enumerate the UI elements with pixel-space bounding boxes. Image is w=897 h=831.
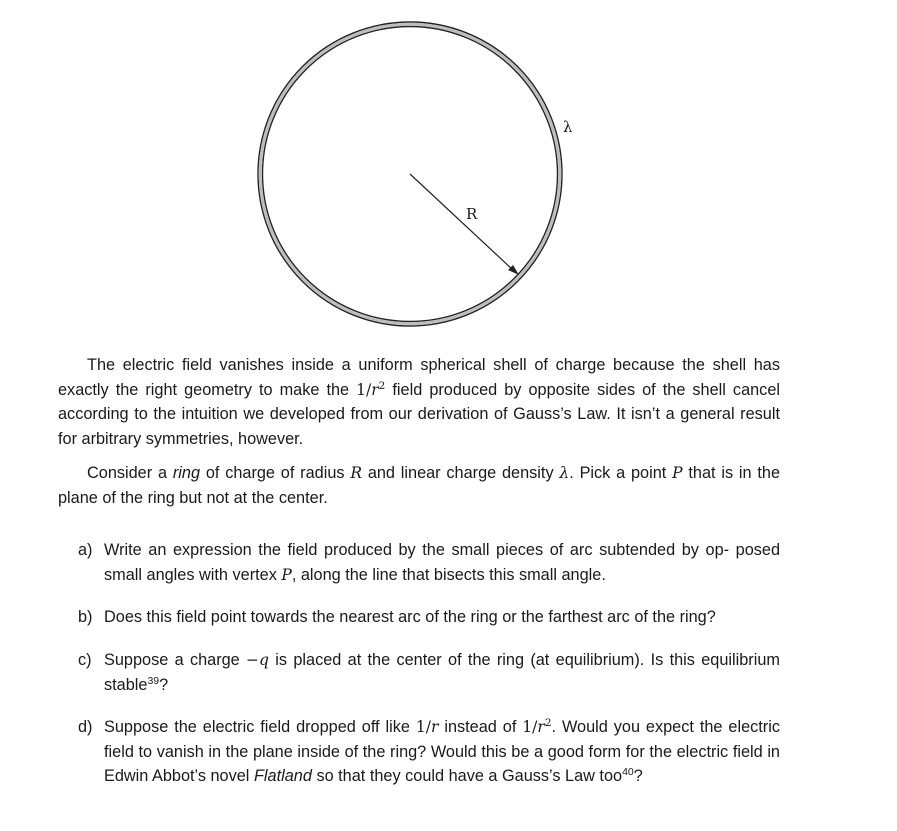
question-a: a) Write an expression the field produced by the small pieces of arc subtended by op- posed small angles with vertex P, along the line that bisects this small angle.: [78, 538, 780, 587]
ring-word: ring: [172, 464, 200, 482]
inverse-square-math: $1/r^2$: [356, 379, 386, 399]
inverse-r-squared-math: $1/r^2$: [522, 717, 552, 736]
inverse-r-math: 1/r: [415, 718, 439, 736]
question-d: d) Suppose the electric field dropped off like 1/r instead of $1/r^2$. Would you expect the electric field to vanish in the plane inside of the ring? Would this be a good form for the electric field in Edwin Abbot’s novel Flatland so that they could have a Gauss’s Law too$^{40}$?: [78, 717, 780, 785]
charge-symbol: −q: [246, 651, 269, 669]
setup-paragraph: Consider a ring of charge of radius R and linear charge density λ. Pick a point P that is in the plane of the ring but not at the center.: [58, 464, 780, 507]
footnote-40: 40: [622, 766, 634, 778]
ring-figure: [0, 0, 897, 340]
lambda-symbol: λ: [559, 464, 570, 482]
vertex-symbol: P: [281, 565, 292, 584]
intro-text-2: field produced by opposite sides of the shell cancel according to the intuition we developed from our derivation of Gauss’s Law. It isn’t a general result for arbitrary symmetries, however.: [58, 380, 780, 448]
intro-text-1: The electric field vanishes inside a uniform spherical shell of charge because the shell has exactly the right geometry to make the: [58, 356, 780, 399]
density-label: λ: [563, 118, 573, 136]
radius-symbol: R: [350, 464, 362, 482]
question-c: c) Suppose a charge −q is placed at the center of the ring (at equilibrium). Is this equilibrium stable$^{39}$?: [78, 648, 780, 697]
footnote-39: 39: [147, 674, 160, 687]
question-a-label: a): [78, 541, 93, 559]
question-c-label: c): [78, 651, 92, 669]
question-b: b) Does this field point towards the nearest arc of the ring or the farthest arc of the ring?: [78, 605, 780, 630]
radius-line: [410, 174, 513, 270]
novel-title: Flatland: [253, 767, 312, 785]
question-d-label: d): [78, 718, 93, 736]
question-b-label: b): [78, 608, 93, 626]
intro-paragraph: [58, 353, 780, 451]
point-symbol: P: [672, 464, 683, 482]
radius-label: R: [466, 205, 478, 223]
